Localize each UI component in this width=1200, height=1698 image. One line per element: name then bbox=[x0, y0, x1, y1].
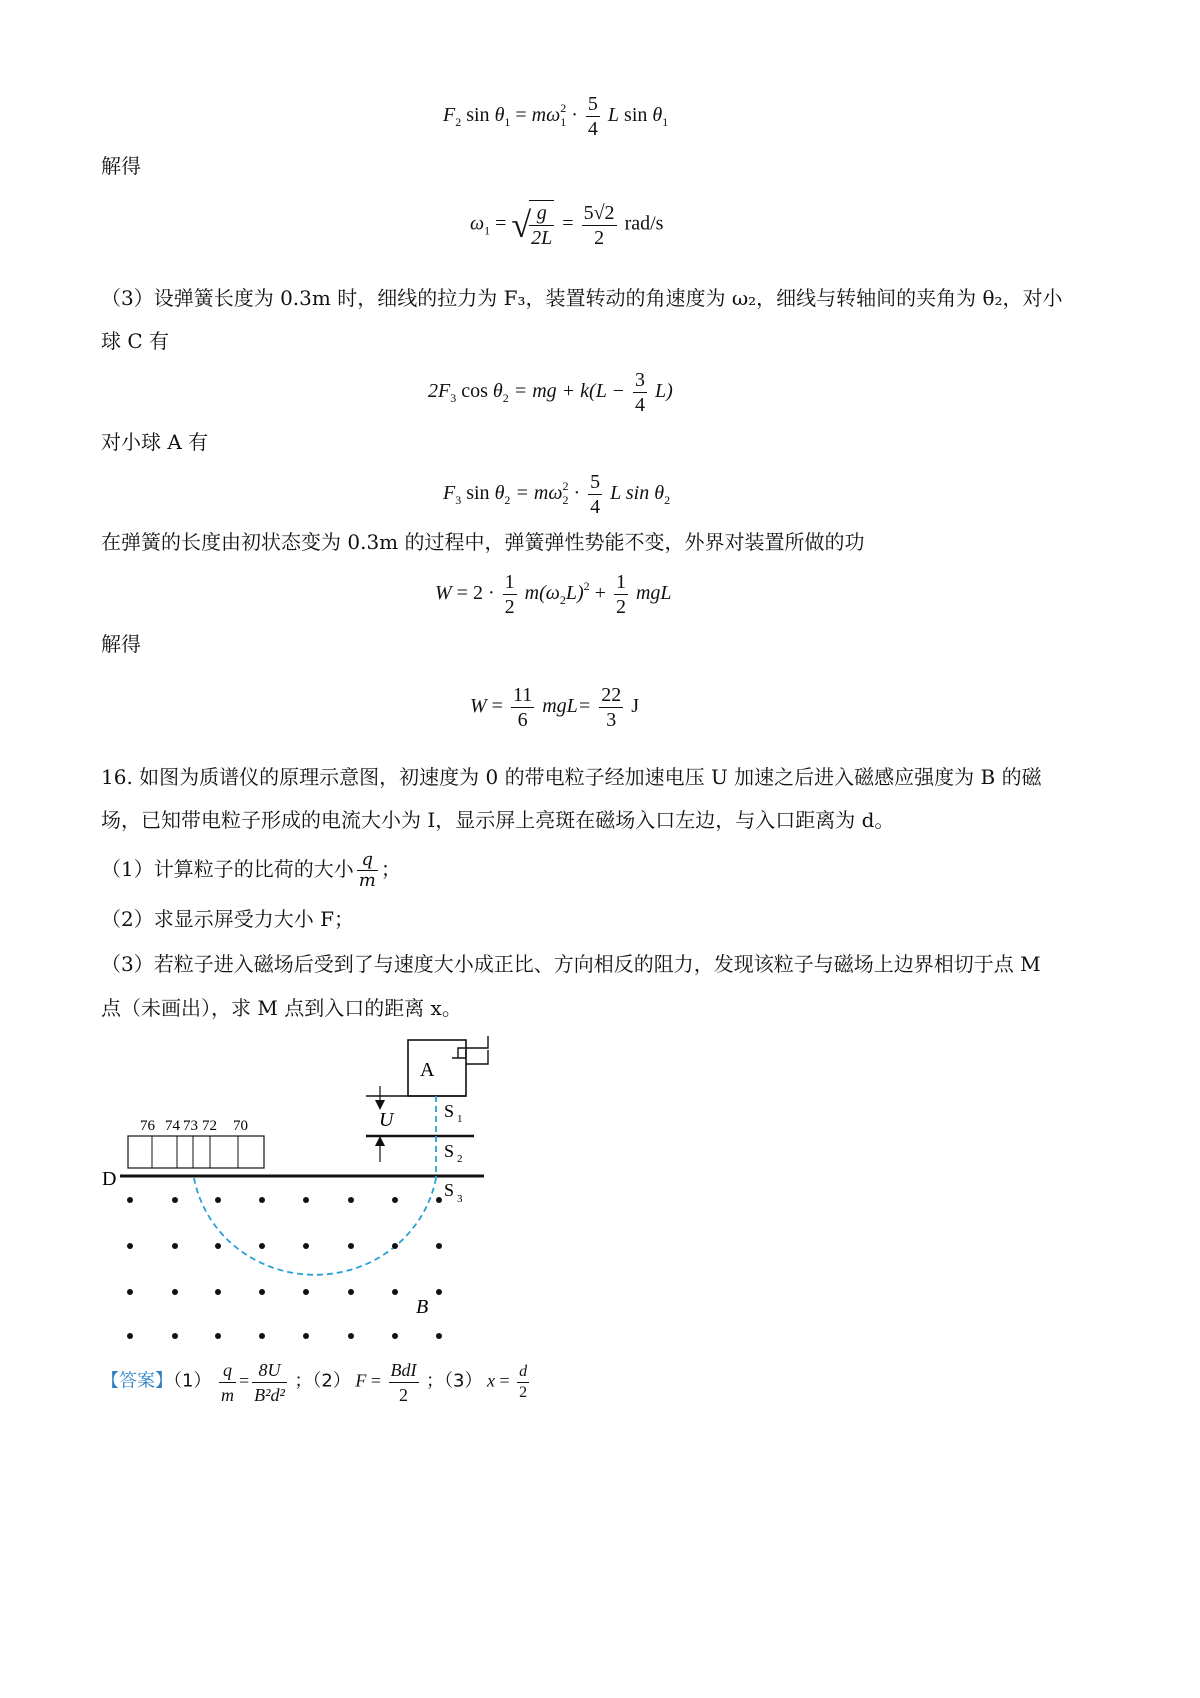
fraction-denominator: 4 bbox=[634, 394, 645, 416]
eq-symbol: W bbox=[470, 695, 487, 718]
for-ball-A: 对小球 A 有 bbox=[101, 430, 209, 454]
eq-text: sin bbox=[466, 104, 490, 127]
fraction-numerator: 3 bbox=[634, 369, 645, 391]
eq-symbol: θ bbox=[494, 482, 505, 505]
fraction-numerator: 1 bbox=[615, 571, 626, 593]
eq-text: = mg + k(L − bbox=[513, 380, 625, 403]
eq-text: + bbox=[594, 582, 606, 605]
eq-symbol: m bbox=[531, 104, 547, 127]
eq-fraction bbox=[633, 368, 647, 417]
eq-fraction bbox=[357, 850, 378, 891]
s3-label: S bbox=[444, 1180, 455, 1200]
question-16-line2: 场，已知带电粒子形成的电流大小为 I，显示屏上亮斑在磁场入口左边，与入口距离为 d。 bbox=[101, 808, 895, 832]
field-dot bbox=[348, 1333, 354, 1339]
question-16-line1: 16. 如图为质谱仪的原理示意图，初速度为 0 的带电粒子经加速电压 U 加速之后进入磁感应强度为 B 的磁 bbox=[101, 765, 1042, 789]
fraction-denominator: 2 bbox=[504, 596, 515, 618]
eq-superscript: 2 bbox=[583, 579, 590, 594]
eq-subscript: 3 bbox=[450, 391, 457, 406]
question-16-part3-line1: （3）若粒子进入磁场后受到了与速度大小成正比、方向相反的阻力，发现该粒子与磁场上边界相切于点 M bbox=[101, 952, 1041, 976]
fraction-denominator: 3 bbox=[606, 709, 617, 731]
eq-text: L) bbox=[654, 380, 673, 403]
field-dot bbox=[215, 1289, 221, 1295]
fraction-numerator: 1 bbox=[504, 571, 515, 593]
sqrt-sign: √ bbox=[511, 205, 532, 245]
field-dot bbox=[303, 1243, 309, 1249]
eq-fraction bbox=[503, 570, 517, 619]
field-dot bbox=[172, 1289, 178, 1295]
eq-text: = bbox=[238, 1370, 250, 1391]
fraction-numerator: 5√2 bbox=[583, 201, 615, 224]
field-dot bbox=[348, 1197, 354, 1203]
paragraph-energy: 在弹簧的长度由初状态变为 0.3m 的过程中，弹簧弹性势能不变，外界对装置所做的功 bbox=[101, 530, 865, 554]
s1-sub: 1 bbox=[457, 1113, 463, 1125]
field-dot bbox=[127, 1289, 133, 1295]
eq-fraction bbox=[614, 570, 628, 619]
scale-label-72: 72 bbox=[202, 1118, 217, 1134]
field-dot bbox=[215, 1243, 221, 1249]
field-dot bbox=[259, 1197, 265, 1203]
s1-label: S bbox=[444, 1101, 455, 1121]
field-dot bbox=[303, 1289, 309, 1295]
answer-tag: 【答案】 bbox=[101, 1370, 173, 1392]
answer-line bbox=[101, 1358, 532, 1407]
field-dot bbox=[259, 1333, 265, 1339]
equation-ball-A-2 bbox=[443, 470, 670, 519]
question-16-part3-line2: 点（未画出），求 M 点到入口的距离 x。 bbox=[101, 996, 462, 1020]
eq-subscript: 2 bbox=[455, 115, 462, 130]
fraction-denominator: 2 bbox=[519, 1384, 528, 1401]
question-16-part2: （2）求显示屏受力大小 F； bbox=[101, 907, 354, 931]
b-field-label: B bbox=[416, 1296, 429, 1318]
s2-sub: 2 bbox=[457, 1153, 463, 1165]
field-dot bbox=[259, 1289, 265, 1295]
u-label: U bbox=[379, 1109, 394, 1131]
eq-text: · bbox=[573, 482, 581, 505]
eq-subscript: 2 bbox=[664, 493, 671, 508]
s2-label: S bbox=[444, 1141, 455, 1161]
eq-text: = bbox=[491, 695, 503, 718]
eq-symbol: ω bbox=[470, 212, 485, 235]
eq-text: = 2 · bbox=[456, 582, 495, 605]
box-label-A: A bbox=[420, 1059, 435, 1081]
eq-subscript: 1 bbox=[504, 115, 511, 130]
eq-text: mgL bbox=[635, 582, 672, 605]
eq-text: = bbox=[515, 104, 527, 127]
eq-fraction bbox=[582, 201, 617, 250]
scale-label-73: 73 bbox=[183, 1118, 198, 1134]
eq-fraction bbox=[389, 1358, 419, 1407]
fraction-numerator: 5 bbox=[587, 93, 598, 115]
eq-text: L) bbox=[565, 582, 584, 605]
eq-symbol: θ bbox=[492, 380, 503, 403]
field-dot bbox=[303, 1333, 309, 1339]
part1-text: （1）计算粒子的比荷的大小 bbox=[101, 857, 354, 881]
fraction-numerator: 11 bbox=[512, 684, 533, 706]
eq-subscript: 2 bbox=[502, 391, 509, 406]
answer-part-label: ；（2） bbox=[294, 1370, 351, 1392]
equation-work-result bbox=[470, 683, 639, 732]
answer-part-label: （1） bbox=[173, 1370, 212, 1392]
field-dot bbox=[436, 1289, 442, 1295]
field-dot bbox=[215, 1197, 221, 1203]
field-dot bbox=[392, 1289, 398, 1295]
u-arrowhead-bottom bbox=[375, 1136, 385, 1146]
eq-subscript: 2 bbox=[559, 593, 566, 608]
eq-subscript: 2 bbox=[504, 493, 511, 508]
fraction-denominator: m bbox=[220, 1385, 234, 1405]
fraction-denominator: 2 bbox=[594, 226, 605, 249]
eq-fraction bbox=[586, 92, 600, 141]
field-dot bbox=[259, 1243, 265, 1249]
field-dot bbox=[348, 1243, 354, 1249]
field-dot bbox=[127, 1197, 133, 1203]
fraction-numerator: q bbox=[357, 850, 378, 871]
field-dot bbox=[436, 1197, 442, 1203]
question-16-part1 bbox=[101, 850, 401, 891]
mass-spectrometer-diagram bbox=[90, 1030, 510, 1350]
fraction-numerator: BdI bbox=[389, 1358, 419, 1383]
eq-symbol: W bbox=[435, 582, 452, 605]
detector-scale bbox=[128, 1136, 264, 1168]
eq-text: m(ω bbox=[524, 582, 560, 605]
eq-subscript: 1 bbox=[484, 223, 491, 238]
eq-fraction bbox=[252, 1358, 287, 1407]
eq-unit: J bbox=[631, 695, 640, 718]
part1-text-end: ； bbox=[380, 857, 401, 881]
eq-symbol: θ bbox=[652, 104, 663, 127]
equation-ball-C bbox=[428, 368, 673, 417]
solve-label: 解得 bbox=[101, 154, 141, 178]
fraction-denominator: 4 bbox=[590, 496, 601, 518]
field-dot bbox=[127, 1243, 133, 1249]
field-dot bbox=[172, 1197, 178, 1203]
solve-label: 解得 bbox=[101, 632, 141, 656]
equation-work bbox=[435, 570, 672, 619]
eq-text: mgL= bbox=[542, 695, 592, 718]
eq-symbol: F bbox=[443, 104, 456, 127]
fraction-denominator: m bbox=[358, 870, 376, 891]
fraction-numerator: g bbox=[529, 201, 554, 226]
scale-label-70: 70 bbox=[233, 1118, 248, 1134]
eq-symbol: θ bbox=[654, 482, 665, 505]
field-dot bbox=[392, 1197, 398, 1203]
eq-superscript: 2 bbox=[560, 101, 567, 116]
fraction-denominator: 2L bbox=[531, 227, 553, 249]
fraction-denominator: 4 bbox=[587, 118, 598, 140]
field-dot bbox=[436, 1243, 442, 1249]
fraction-numerator: q bbox=[219, 1358, 236, 1383]
answer-part-label: ；（3） bbox=[426, 1370, 483, 1392]
eq-symbol: x bbox=[486, 1370, 495, 1391]
scale-label-74: 74 bbox=[165, 1118, 180, 1134]
eq-subscript: 2 bbox=[562, 493, 569, 508]
field-dot bbox=[348, 1289, 354, 1295]
eq-text: sin bbox=[466, 482, 490, 505]
field-dot bbox=[172, 1243, 178, 1249]
eq-text: = bbox=[499, 1370, 510, 1391]
eq-symbol: L bbox=[607, 104, 620, 127]
eq-subscript: 3 bbox=[455, 493, 462, 508]
eq-symbol: θ bbox=[494, 104, 505, 127]
field-dot bbox=[303, 1197, 309, 1203]
eq-subscript: 1 bbox=[560, 115, 567, 130]
s3-sub: 3 bbox=[457, 1193, 463, 1205]
eq-fraction bbox=[511, 683, 534, 732]
fraction-numerator: 22 bbox=[601, 684, 622, 706]
paragraph-part3-line1: （3）设弹簧长度为 0.3m 时，细线的拉力为 F₃，装置转动的角速度为 ω₂，细线与转轴间的夹角为 θ₂，对小 bbox=[101, 286, 1063, 310]
magnetic-field-dots bbox=[127, 1197, 442, 1339]
eq-fraction bbox=[529, 200, 554, 250]
fraction-denominator: 2 bbox=[615, 596, 626, 618]
d-label: D bbox=[102, 1168, 117, 1190]
eq-unit: rad/s bbox=[624, 212, 664, 235]
fraction-denominator: B²d² bbox=[254, 1385, 285, 1405]
scale-label-76: 76 bbox=[140, 1118, 155, 1134]
eq-superscript: 2 bbox=[562, 479, 569, 494]
field-dot bbox=[392, 1333, 398, 1339]
fraction-numerator: 5 bbox=[590, 471, 601, 493]
eq-subscript: 1 bbox=[662, 115, 669, 130]
fraction-numerator: d bbox=[517, 1362, 529, 1383]
eq-text: sin bbox=[624, 104, 648, 127]
fraction-denominator: 2 bbox=[399, 1385, 409, 1405]
field-dot bbox=[436, 1333, 442, 1339]
field-dot bbox=[127, 1333, 133, 1339]
eq-text: = bbox=[495, 212, 507, 235]
eq-fraction bbox=[599, 683, 623, 732]
paragraph-part3-line2: 球 C 有 bbox=[101, 329, 170, 353]
eq-text: · bbox=[571, 104, 578, 127]
eq-text: = mω bbox=[515, 482, 563, 505]
fraction-numerator: 8U bbox=[252, 1358, 287, 1383]
eq-fraction bbox=[517, 1362, 529, 1403]
eq-symbol: F bbox=[443, 482, 456, 505]
eq-text: = bbox=[370, 1370, 382, 1391]
equation-omega1 bbox=[470, 200, 663, 250]
field-dot bbox=[392, 1243, 398, 1249]
equation-force-A-1 bbox=[443, 92, 668, 141]
eq-fraction bbox=[219, 1358, 236, 1407]
eq-symbol: 2F bbox=[428, 380, 451, 403]
eq-symbol: ω bbox=[546, 104, 561, 127]
eq-fraction bbox=[588, 470, 602, 519]
eq-symbol: F bbox=[355, 1370, 367, 1391]
eq-text: L sin bbox=[610, 482, 650, 505]
fraction-denominator: 6 bbox=[517, 709, 528, 731]
field-dot bbox=[172, 1333, 178, 1339]
particle-path-arc bbox=[194, 1178, 436, 1275]
field-dot bbox=[215, 1333, 221, 1339]
eq-text: = bbox=[562, 212, 574, 235]
eq-text: cos bbox=[461, 380, 488, 403]
